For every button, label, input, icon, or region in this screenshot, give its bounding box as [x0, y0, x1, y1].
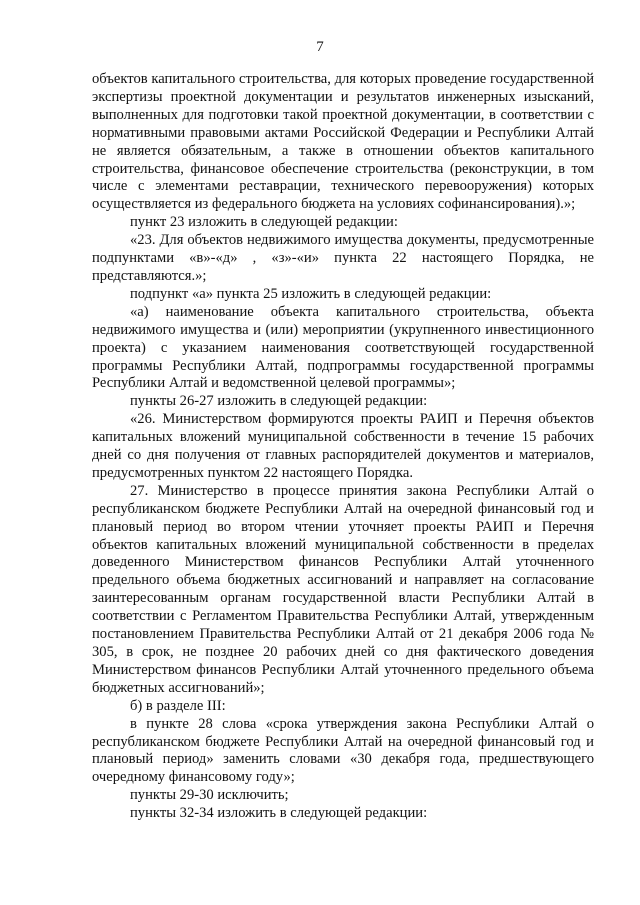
paragraph-item-27: 27. Министерство в процессе принятия закона Республики Алтай о республиканском бюджете Республики Алтай на очередной финансовый год и плановый период во втором чтении уточняет проекты РАИП и Перечня объектов капитальных вложений муниципальной собственности в пределах доведенного Министерством финансов Республики Алтай уточненного предельного объема бюджетных ассигнований и направляет на согласование заинтересованным органам государственной власти Республики Алтай в соответствии с Регламентом Правительства Республики Алтай, утвержденным постановлением Правительства Республики Алтай от 21 декабря 2006 года № 305, в срок, не позднее 20 рабочих дней со дня фактического доведения Министерством финансов Республики Алтай уточненного предельного объема бюджетных ассигнований»; — [92, 482, 594, 696]
paragraph-items-29-30: пункты 29-30 исключить; — [130, 787, 289, 804]
paragraph-item-23-intro: пункт 23 изложить в следующей редакции: — [130, 214, 398, 231]
paragraph-item-25-intro: подпункт «а» пункта 25 изложить в следующей редакции: — [130, 285, 492, 302]
paragraph-items-26-27-intro: пункты 26-27 изложить в следующей редакции: — [130, 393, 428, 410]
paragraph-item-25a: «а) наименование объекта капитального строительства, объекта недвижимого имущества и (или) мероприятии (укрупненного инвестиционного проекта) с указанием наименования соответствующей государственной программы Республики Алтай, подпрограммы государственной программы Республики Алтай и ведомственной целевой программы»; — [92, 303, 594, 392]
paragraph-item-28: в пункте 28 слова «срока утверждения закона Республики Алтай о республиканском бюджете Республики Алтай на очередной финансовый год и плановый период» заменить словами «30 декабря года, предшествующего очередному финансовому году»; — [92, 715, 594, 786]
paragraph-item-26: «26. Министерством формируются проекты РАИП и Перечня объектов капитальных вложений муниципальной собственности в течение 15 рабочих дней со дня получения от главных распорядителей документов и материалов, предусмотренных пунктом 22 настоящего Порядка. — [92, 411, 594, 481]
paragraph-continuation: объектов капитального строительства, для которых проведение государственной экспертизы проектной документации и результатов инженерных изысканий, выполненных для подготовки такой проектной документации, в соответствии с нормативными правовыми актами Российской Федерации и Республики Алтай не является обязательным, а также в отношении объектов капитального строительства, финансовое обеспечение строительства (реконструкции, в том числе с элементами реставрации, технического перевооружения) которых осуществляется из федерального бюджета на условиях софинансирования).»; — [92, 71, 594, 213]
page-number: 7 — [316, 39, 324, 55]
document-body — [92, 71, 594, 823]
paragraph-items-32-34-intro: пункты 32-34 изложить в следующей редакции: — [130, 805, 428, 822]
paragraph-section-3: б) в разделе III: — [130, 697, 226, 714]
paragraph-item-23: «23. Для объектов недвижимого имущества документы, предусмотренные подпунктами «в»-«д» , «з»-«и» пункта 22 настоящего Порядка, не представляются.»; — [92, 232, 594, 284]
